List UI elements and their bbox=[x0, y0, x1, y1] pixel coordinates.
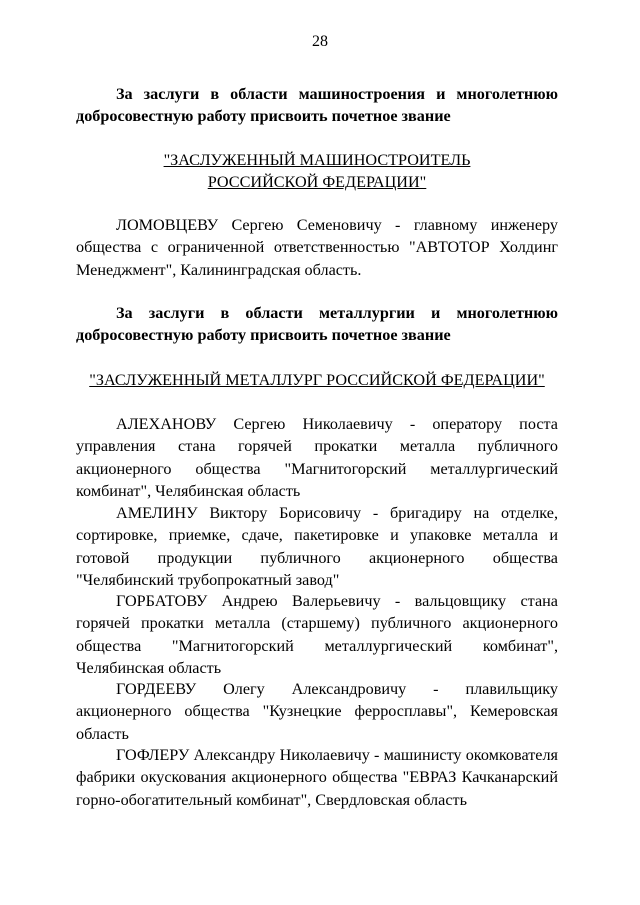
honorary-title bbox=[76, 369, 558, 391]
page-number: 28 bbox=[312, 33, 328, 50]
honorary-title bbox=[76, 149, 558, 194]
award-entry: ГОРБАТОВУ Андрею Валерьевичу - вальцовщику стана горячей прокатки металла (старшему) публичного акционерного общества "Магнитогорский металлургический комбинат", Челябинская область bbox=[76, 592, 558, 677]
section-intro: За заслуги в области металлургии и многолетнюю добросовестную работу присвоить почетное звание bbox=[76, 304, 558, 345]
award-entry: АЛЕХАНОВУ Сергею Николаевичу - оператору поста управления стана горячей прокатки металла публичного акционерного общества "Магнитогорский металлургический комбинат", Челябинская область bbox=[76, 415, 558, 500]
honorary-title-line: РОССИЙСКОЙ ФЕДЕРАЦИИ" bbox=[207, 173, 427, 192]
award-entry: ГОФЛЕРУ Александру Николаевичу - машинисту окомкователя фабрики окускования акционерного общества "ЕВРАЗ Качканарский горно-обогатительный комбинат", Свердловская область bbox=[76, 746, 558, 809]
honorary-title-line: "ЗАСЛУЖЕННЫЙ МАШИНОСТРОИТЕЛЬ bbox=[163, 151, 471, 169]
section-intro: За заслуги в области машиностроения и многолетнюю добросовестную работу присвоить почетное звание bbox=[76, 85, 558, 126]
award-entry: ГОРДЕЕВУ Олегу Александровичу - плавильщику акционерного общества "Кузнецкие ферросплавы", Кемеровская область bbox=[76, 680, 558, 743]
award-entry: АМЕЛИНУ Виктору Борисовичу - бригадиру на отделке, сортировке, приемке, сдаче, пакетировке и упаковке металла и готовой продукции публичного акционерного общества "Челябинский трубопрокатный завод" bbox=[76, 504, 558, 589]
honorary-title-line: "ЗАСЛУЖЕННЫЙ МЕТАЛЛУРГ РОССИЙСКОЙ ФЕДЕРАЦИИ" bbox=[89, 371, 545, 389]
award-entry: ЛОМОВЦЕВУ Сергею Семеновичу - главному инженеру общества с ограниченной ответственностью "АВТОТОР Холдинг Менеджмент", Калининградская область. bbox=[76, 216, 558, 279]
